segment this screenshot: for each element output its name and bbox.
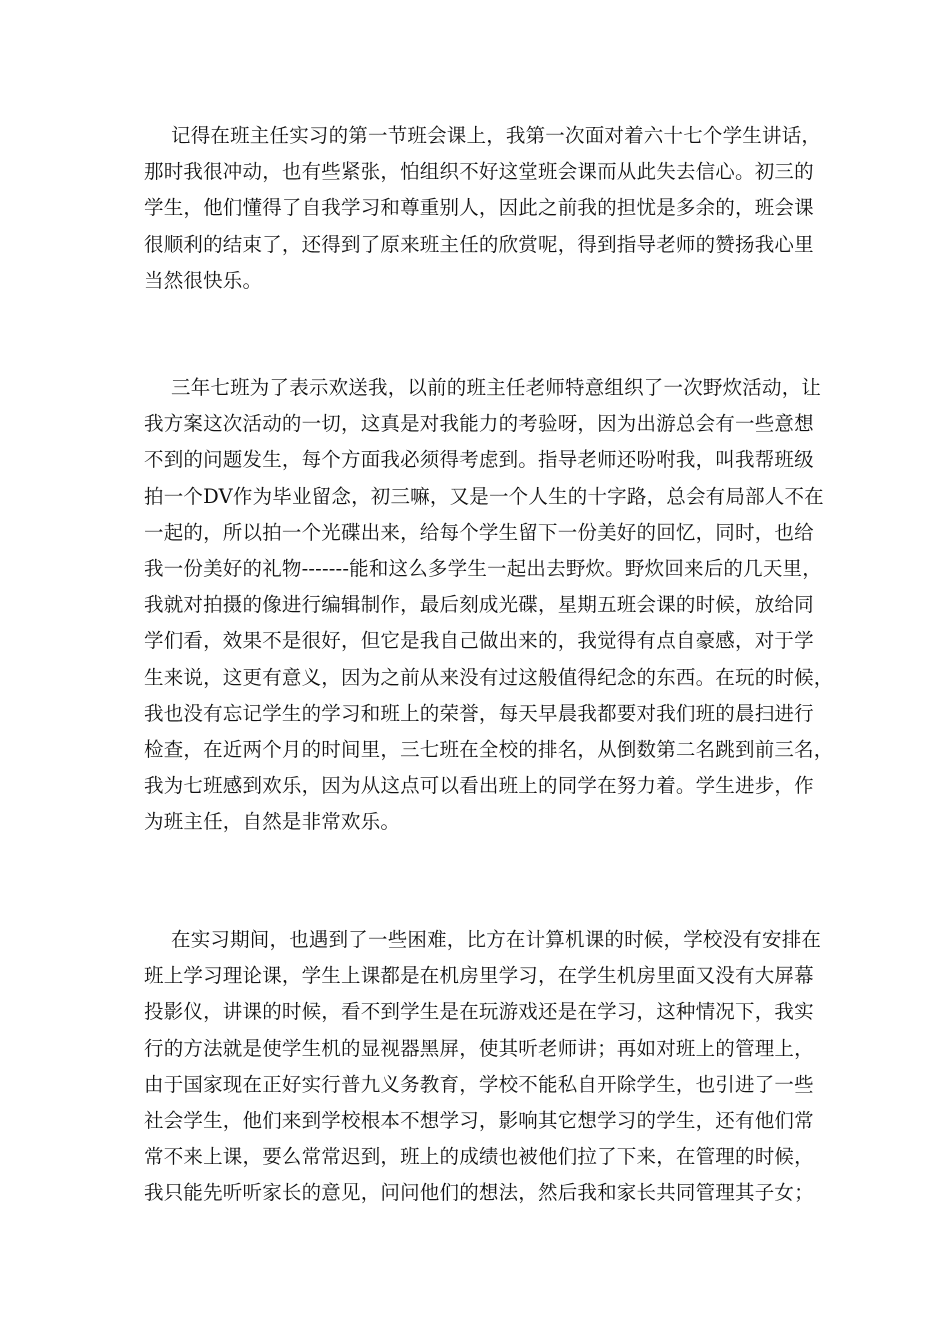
paragraph-3 — [144, 922, 824, 1212]
text-line: 社会学生，他们来到学校根本不想学习，影响其它想学习的学生，还有他们常 — [144, 1108, 814, 1132]
text-line: 投影仪，讲课的时候，看不到学生是在玩游戏还是在学习，这种情况下，我实 — [144, 1000, 814, 1024]
text-line: 班上学习理论课，学生上课都是在机房里学习，在学生机房里面又没有大屏幕 — [144, 964, 814, 988]
text-line: 那时我很冲动，也有些紧张，怕组织不好这堂班会课而从此失去信心。初三的 — [144, 160, 814, 184]
text-line: 我方案这次活动的一切，这真是对我能力的考验呀，因为出游总会有一些意想 — [144, 412, 814, 436]
text-line: 我只能先听听家长的意见，问问他们的想法，然后我和家长共同管理其子女； — [144, 1181, 814, 1205]
paragraph-2 — [144, 370, 834, 840]
text-line: 拍一个DV作为毕业留念，初三嘛，又是一个人生的十字路，总会有局部人不在 — [144, 484, 824, 508]
text-line: 生来说，这更有意义，因为之前从来没有过这般值得纪念的东西。在玩的时候， — [144, 665, 834, 689]
text-line: 我一份美好的礼物-------能和这么多学生一起出去野炊。野炊回来后的几天里， — [144, 556, 822, 580]
text-line: 记得在班主任实习的第一节班会课上，我第一次面对着六十七个学生讲话， — [171, 124, 822, 147]
text-line: 常不来上课，要么常常迟到，班上的成绩也被他们拉了下来，在管理的时候， — [144, 1145, 814, 1169]
text-line: 为班主任，自然是非常欢乐。 — [144, 810, 401, 834]
text-line: 由于国家现在正好实行普九义务教育，学校不能私自开除学生，也引进了一些 — [144, 1072, 814, 1096]
text-line: 我也没有忘记学生的学习和班上的荣誉，每天早晨我都要对我们班的晨扫进行 — [144, 701, 814, 725]
text-line: 学们看，效果不是很好，但它是我自己做出来的，我觉得有点自豪感，对于学 — [144, 629, 814, 653]
text-line: 我为七班感到欢乐，因为从这点可以看出班上的同学在努力着。学生进步，作 — [144, 774, 814, 798]
text-line: 一起的，所以拍一个光碟出来，给每个学生留下一份美好的回忆，同时，也给 — [144, 520, 814, 544]
paragraph-1 — [144, 118, 824, 299]
text-line: 三年七班为了表示欢送我，以前的班主任老师特意组织了一次野炊活动，让 — [171, 376, 822, 399]
text-line: 行的方法就是使学生机的显视器黑屏，使其听老师讲；再如对班上的管理上， — [144, 1036, 814, 1060]
text-line: 当然很快乐。 — [144, 268, 263, 292]
text-line: 我就对拍摄的像进行编辑制作，最后刻成光碟，星期五班会课的时候，放给同 — [144, 593, 814, 617]
text-line: 学生，他们懂得了自我学习和尊重别人，因此之前我的担忧是多余的，班会课 — [144, 196, 814, 220]
text-line: 不到的问题发生，每个方面我必须得考虑到。指导老师还吩咐我，叫我帮班级 — [144, 448, 814, 472]
text-line: 在实习期间，也遇到了一些困难，比方在计算机课的时候，学校没有安排在 — [171, 928, 822, 951]
text-line: 很顺利的结束了，还得到了原来班主任的欣赏呢，得到指导老师的赞扬我心里 — [144, 232, 814, 256]
text-line: 检查，在近两个月的时间里，三七班在全校的排名，从倒数第二名跳到前三名， — [144, 737, 834, 761]
